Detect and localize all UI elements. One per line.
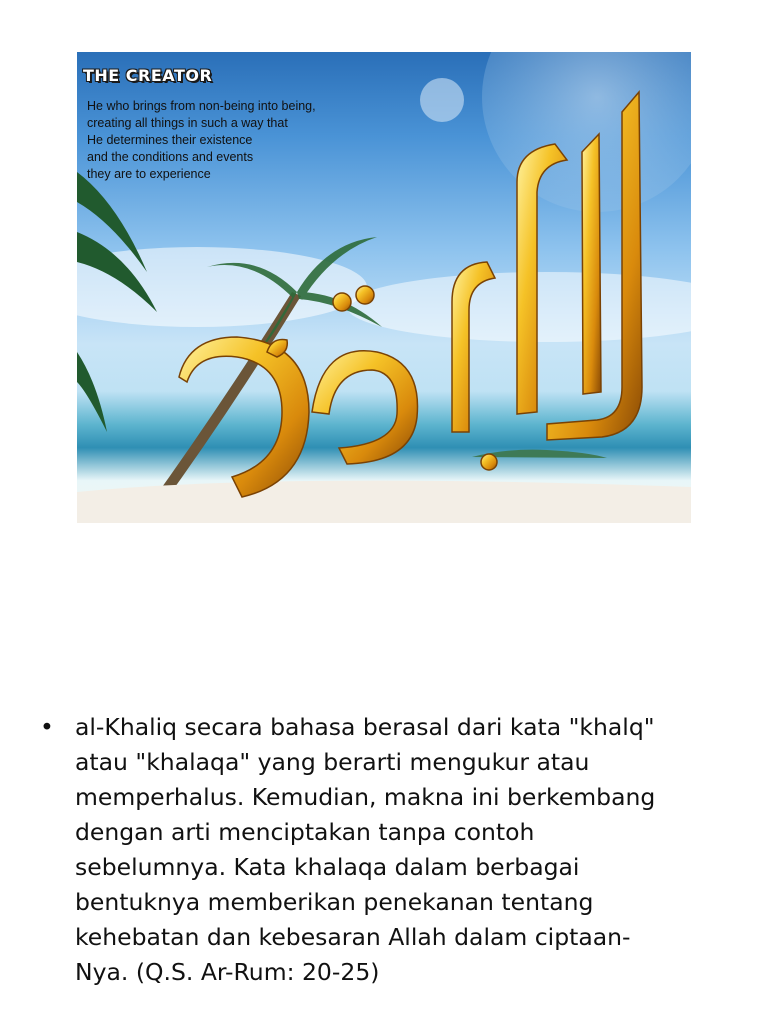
- al-khaliq-illustration: [77, 52, 691, 523]
- paragraph-line: sebelumnya. Kata khalaqa dalam berbagai: [75, 853, 580, 881]
- bullet-list-item: [40, 710, 740, 990]
- paragraph-line: dengan arti menciptakan tanpa contoh: [75, 818, 535, 846]
- paragraph-line: memperhalus. Kemudian, makna ini berkembang: [75, 783, 656, 811]
- paragraph-line: Nya. (Q.S. Ar-Rum: 20-25): [75, 958, 380, 986]
- description-line: creating all things in such a way that: [87, 116, 288, 130]
- small-moon-icon: [420, 78, 464, 122]
- paragraph-line: al-Khaliq secara bahasa berasal dari kata "khalq": [75, 713, 655, 741]
- paragraph-line: bentuknya memberikan penekanan tentang: [75, 888, 594, 916]
- card-description: [87, 98, 387, 183]
- description-line: and the conditions and events: [87, 150, 254, 164]
- description-line: they are to experience: [87, 167, 211, 181]
- card-title: THE CREATOR: [83, 66, 213, 85]
- paragraph-line: atau "khalaqa" yang berarti mengukur atau: [75, 748, 590, 776]
- body-paragraph: [40, 710, 740, 990]
- bullet-icon: •: [40, 713, 54, 741]
- description-line: He determines their existence: [87, 133, 253, 147]
- description-line: He who brings from non-being into being,: [87, 99, 316, 113]
- paragraph-line: kehebatan dan kebesaran Allah dalam ciptaan-: [75, 923, 631, 951]
